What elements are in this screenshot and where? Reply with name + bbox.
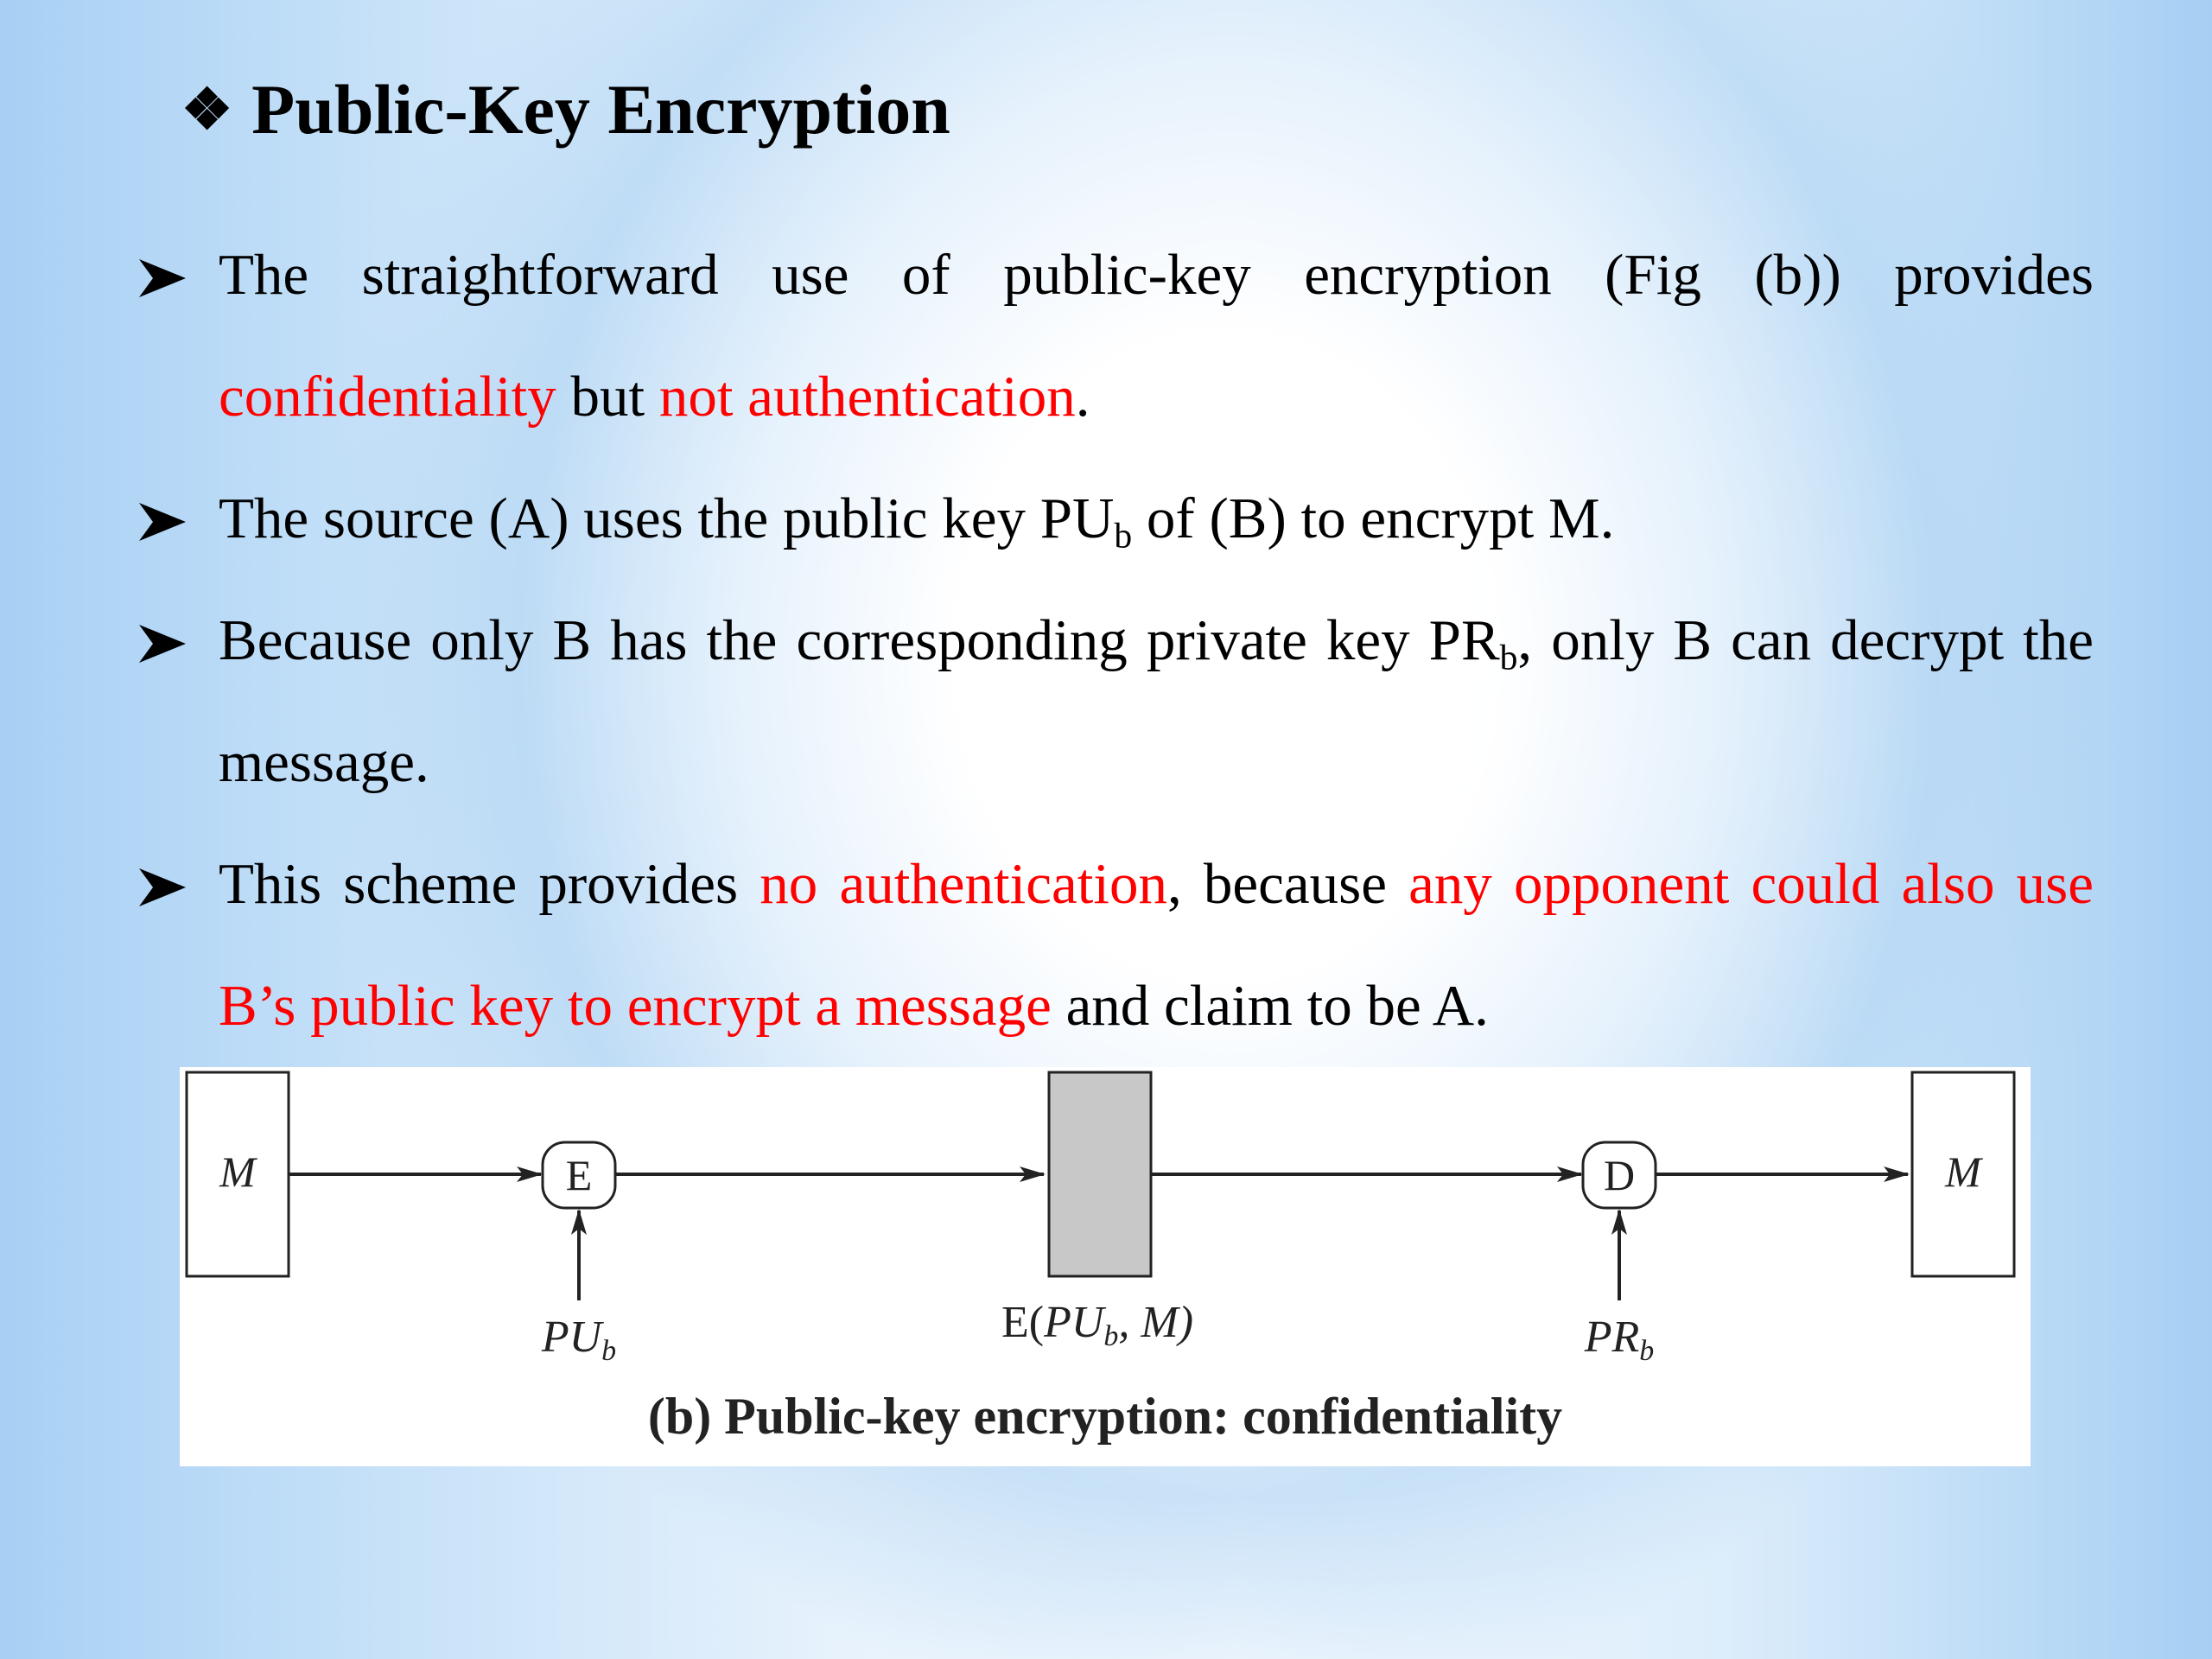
decrypt-node-label: D — [1603, 1151, 1636, 1199]
bullet-text: The source (A) uses the public key PU — [219, 486, 1115, 550]
bullet-list — [134, 214, 2094, 1067]
source-message-label: M — [219, 1147, 256, 1196]
ciphertext-box — [1049, 1072, 1151, 1276]
arrowhead-bullet-icon — [134, 214, 194, 336]
bullet-text: , only B can decrypt the message. — [219, 608, 2094, 794]
emphasis-text: no authentication — [760, 852, 1167, 916]
public-key-label: PUb — [541, 1313, 617, 1367]
encrypt-node-label: E — [565, 1151, 593, 1199]
emphasis-text: confidentiality — [219, 365, 556, 429]
private-key-label: PRb — [1584, 1313, 1655, 1367]
arrowhead-bullet-icon — [134, 458, 194, 580]
slide-title — [181, 71, 950, 149]
emphasis-text: not authentication — [658, 365, 1076, 429]
bullet-text: but — [556, 365, 659, 429]
ciphertext-label: E(PUb, M) — [1001, 1298, 1194, 1352]
bullet-text: of (B) to encrypt M. — [1132, 486, 1615, 550]
destination-message-label: M — [1945, 1147, 1981, 1196]
bullet-text: . — [1075, 365, 1090, 429]
bullet-text: The straightforward use of public-key encryption (Fig (b)) provides — [219, 243, 2094, 307]
bullet-item — [134, 214, 2094, 458]
arrowhead-bullet-icon — [134, 580, 194, 702]
diamond-bullet-icon: ❖ — [181, 78, 233, 142]
figure-caption: (b) Public-key encryption: confidentiality — [647, 1388, 1563, 1445]
bullet-item — [134, 458, 2094, 580]
bullet-item — [134, 823, 2094, 1067]
encryption-diagram — [180, 1067, 2031, 1466]
bullet-item — [134, 580, 2094, 823]
bullet-text: and claim to be A. — [1051, 974, 1489, 1038]
emphasis-text: any opponent could also use B’s public key to encrypt a message — [219, 852, 2094, 1038]
bullet-text: Because only B has the corresponding private key PR — [219, 608, 1500, 672]
subscript-text: b — [1114, 515, 1133, 556]
subscript-text: b — [1499, 637, 1518, 677]
bullet-text: , because — [1166, 852, 1409, 916]
bullet-text: This scheme provides — [219, 852, 760, 916]
slide-title-text: Public-Key Encryption — [251, 70, 950, 149]
arrowhead-bullet-icon — [134, 823, 194, 945]
